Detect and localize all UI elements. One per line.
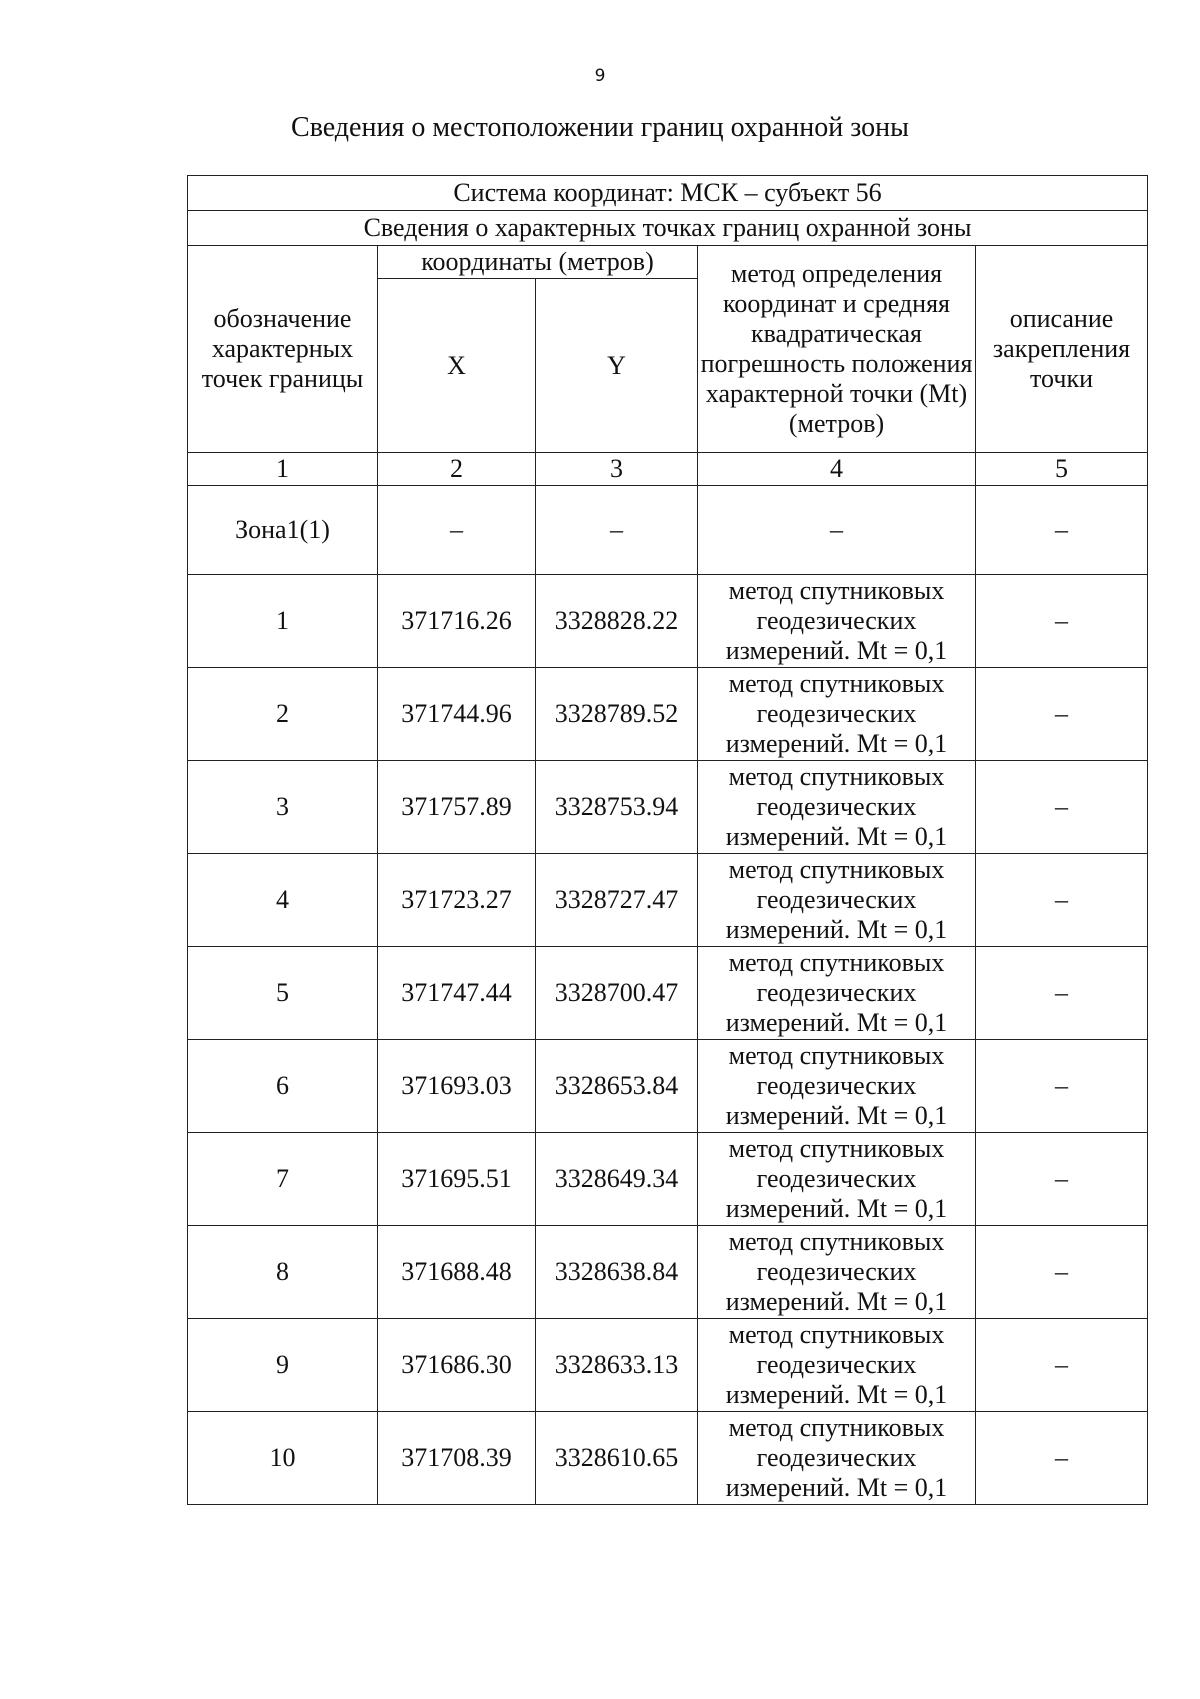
zone-x: – bbox=[378, 486, 536, 575]
method-cell: метод спутниковых геодезических измерений. Mt = 0,1 bbox=[698, 575, 976, 668]
x-coordinate-cell: 371695.51 bbox=[378, 1133, 536, 1226]
table-row bbox=[188, 1133, 1148, 1226]
method-cell: метод спутниковых геодезических измерений. Mt = 0,1 bbox=[698, 1040, 976, 1133]
x-coordinate-cell: 371708.39 bbox=[378, 1412, 536, 1505]
table-row bbox=[188, 1040, 1148, 1133]
table-row bbox=[188, 761, 1148, 854]
page-title: Сведения о местоположении границ охранной зоны bbox=[291, 112, 909, 143]
description-cell: – bbox=[976, 1319, 1148, 1412]
point-id-cell: 2 bbox=[188, 668, 378, 761]
x-coordinate-cell: 371693.03 bbox=[378, 1040, 536, 1133]
header-row bbox=[188, 246, 1148, 279]
column-number: 2 bbox=[378, 453, 536, 486]
point-id-cell: 5 bbox=[188, 947, 378, 1040]
x-coordinate-cell: 371757.89 bbox=[378, 761, 536, 854]
column-number: 1 bbox=[188, 453, 378, 486]
description-cell: – bbox=[976, 668, 1148, 761]
table-row bbox=[188, 854, 1148, 947]
description-cell: – bbox=[976, 947, 1148, 1040]
description-cell: – bbox=[976, 761, 1148, 854]
subtitle-row bbox=[188, 211, 1148, 246]
table-subtitle-cell: Сведения о характерных точках границ охранной зоны bbox=[188, 211, 1148, 246]
x-coordinate-cell: 371716.26 bbox=[378, 575, 536, 668]
x-coordinate-cell: 371686.30 bbox=[378, 1319, 536, 1412]
point-id-cell: 6 bbox=[188, 1040, 378, 1133]
zone-name: Зона1(1) bbox=[188, 486, 378, 575]
description-cell: – bbox=[976, 1040, 1148, 1133]
description-cell: – bbox=[976, 575, 1148, 668]
x-coordinate-cell: 371688.48 bbox=[378, 1226, 536, 1319]
method-cell: метод спутниковых геодезических измерений. Mt = 0,1 bbox=[698, 1226, 976, 1319]
column-numbers-row bbox=[188, 453, 1148, 486]
zone-method: – bbox=[698, 486, 976, 575]
page-number: 9 bbox=[594, 66, 606, 86]
column-number: 4 bbox=[698, 453, 976, 486]
y-coordinate-cell: 3328653.84 bbox=[536, 1040, 698, 1133]
point-id-cell: 8 bbox=[188, 1226, 378, 1319]
coord-system-cell: Система координат: МСК – субъект 56 bbox=[188, 176, 1148, 211]
y-coordinate-cell: 3328828.22 bbox=[536, 575, 698, 668]
header-coordinates: координаты (метров) bbox=[378, 246, 698, 279]
table-row bbox=[188, 668, 1148, 761]
y-coordinate-cell: 3328700.47 bbox=[536, 947, 698, 1040]
zone-description: – bbox=[976, 486, 1148, 575]
x-coordinate-cell: 371723.27 bbox=[378, 854, 536, 947]
point-id-cell: 7 bbox=[188, 1133, 378, 1226]
point-id-cell: 9 bbox=[188, 1319, 378, 1412]
description-cell: – bbox=[976, 1412, 1148, 1505]
x-coordinate-cell: 371744.96 bbox=[378, 668, 536, 761]
method-cell: метод спутниковых геодезических измерений. Mt = 0,1 bbox=[698, 1133, 976, 1226]
x-coordinate-cell: 371747.44 bbox=[378, 947, 536, 1040]
table-row bbox=[188, 1319, 1148, 1412]
column-number: 5 bbox=[976, 453, 1148, 486]
y-coordinate-cell: 3328789.52 bbox=[536, 668, 698, 761]
point-id-cell: 3 bbox=[188, 761, 378, 854]
point-id-cell: 10 bbox=[188, 1412, 378, 1505]
table-row bbox=[188, 1226, 1148, 1319]
point-id-cell: 1 bbox=[188, 575, 378, 668]
method-cell: метод спутниковых геодезических измерений. Mt = 0,1 bbox=[698, 854, 976, 947]
description-cell: – bbox=[976, 1226, 1148, 1319]
table-row bbox=[188, 575, 1148, 668]
point-id-cell: 4 bbox=[188, 854, 378, 947]
method-cell: метод спутниковых геодезических измерений. Mt = 0,1 bbox=[698, 947, 976, 1040]
y-coordinate-cell: 3328649.34 bbox=[536, 1133, 698, 1226]
zone-row bbox=[188, 486, 1148, 575]
description-cell: – bbox=[976, 1133, 1148, 1226]
zone-y: – bbox=[536, 486, 698, 575]
header-designation: обозначение характерных точек границы bbox=[188, 246, 378, 453]
method-cell: метод спутниковых геодезических измерений. Mt = 0,1 bbox=[698, 761, 976, 854]
header-x: X bbox=[378, 279, 536, 453]
header-description: описание закрепления точки bbox=[976, 246, 1148, 453]
description-cell: – bbox=[976, 854, 1148, 947]
table-row bbox=[188, 947, 1148, 1040]
header-method: метод определения координат и средняя квадратическая погрешность положения характерной точки (Mt) (метров) bbox=[698, 246, 976, 453]
y-coordinate-cell: 3328638.84 bbox=[536, 1226, 698, 1319]
table-row bbox=[188, 1412, 1148, 1505]
method-cell: метод спутниковых геодезических измерений. Mt = 0,1 bbox=[698, 668, 976, 761]
coordinates-table bbox=[187, 175, 1148, 1505]
method-cell: метод спутниковых геодезических измерений. Mt = 0,1 bbox=[698, 1412, 976, 1505]
y-coordinate-cell: 3328727.47 bbox=[536, 854, 698, 947]
header-y: Y bbox=[536, 279, 698, 453]
method-cell: метод спутниковых геодезических измерений. Mt = 0,1 bbox=[698, 1319, 976, 1412]
y-coordinate-cell: 3328610.65 bbox=[536, 1412, 698, 1505]
y-coordinate-cell: 3328633.13 bbox=[536, 1319, 698, 1412]
y-coordinate-cell: 3328753.94 bbox=[536, 761, 698, 854]
coord-system-row bbox=[188, 176, 1148, 211]
column-number: 3 bbox=[536, 453, 698, 486]
